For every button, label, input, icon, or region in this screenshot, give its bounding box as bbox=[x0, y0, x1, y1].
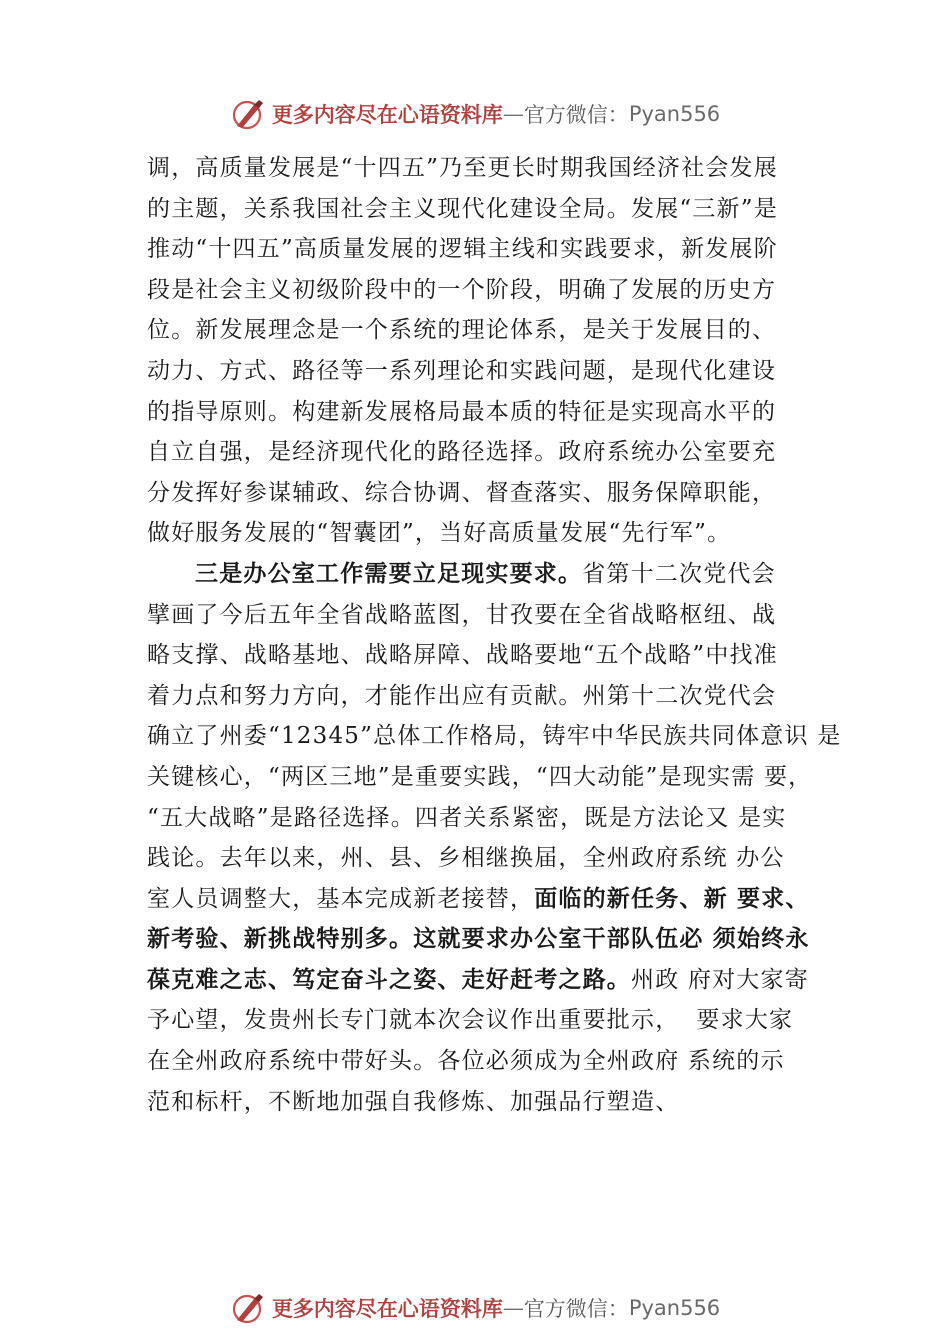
footer-banner bbox=[0, 1288, 950, 1328]
text-line bbox=[147, 1041, 847, 1082]
header-banner bbox=[0, 94, 950, 134]
text-segment: 在全州政府系统中带好头。各位必须成为全州政府 系统的示 bbox=[147, 1048, 785, 1075]
banner-lead-text: 更多内容尽在心语资料库 bbox=[271, 102, 503, 127]
text-line bbox=[147, 270, 847, 311]
text-segment: 室人员调整大，基本完成新老接替， bbox=[147, 885, 535, 912]
text-segment: 推动“十四五”高质量发展的逻辑主线和实践要求，新发展阶 bbox=[147, 236, 778, 263]
banner-wechat-label: 官方微信： bbox=[523, 1297, 629, 1321]
bold-text-segment: 葆克难之志、笃定奋斗之姿、走好赶考之路。 bbox=[147, 965, 631, 993]
text-segment: 关键核心，“两区三地”是重要实践，“四大动能”是现实需 要， bbox=[147, 763, 813, 790]
text-line bbox=[147, 392, 847, 433]
text-line bbox=[147, 595, 847, 636]
text-segment: 的指导原则。构建新发展格局最本质的特征是实现高水平的 bbox=[147, 398, 777, 425]
pen-logo-icon bbox=[230, 1290, 266, 1326]
text-segment: 省第十二次党代会 bbox=[582, 560, 776, 587]
banner-dash: — bbox=[502, 1296, 524, 1320]
bold-text-segment: 三是办公室工作需要立足现实要求。 bbox=[195, 559, 583, 587]
text-line bbox=[147, 554, 847, 595]
banner-dash: — bbox=[502, 102, 524, 126]
text-line bbox=[147, 473, 847, 514]
text-line bbox=[147, 148, 847, 189]
text-line bbox=[147, 716, 847, 757]
text-segment: 调，高质量发展是“十四五”乃至更长时期我国经济社会发展 bbox=[147, 155, 778, 181]
bold-text-segment: 面临的新任务、新 要求、 bbox=[534, 884, 810, 912]
text-segment: “五大战略”是路径选择。四者关系紧密，既是方法论又 是实 bbox=[147, 804, 787, 831]
bold-text-segment: 新考验、新挑战特别多。这就要求办公室干部队伍必 须始终永 bbox=[147, 925, 810, 953]
banner-wechat-id: Pyan556 bbox=[628, 1296, 721, 1320]
text-segment: 分发挥好参谋辅政、综合协调、督查落实、服务保障职能， bbox=[147, 479, 777, 506]
pen-logo-icon bbox=[230, 96, 266, 132]
text-line bbox=[147, 919, 847, 960]
text-line bbox=[147, 513, 847, 554]
text-segment: 做好服务发展的“智囊团”，当好高质量发展“先行军”。 bbox=[147, 520, 732, 547]
text-line bbox=[147, 879, 847, 920]
text-line bbox=[147, 189, 847, 230]
text-line bbox=[147, 798, 847, 839]
banner-wechat-label: 官方微信： bbox=[523, 103, 629, 127]
text-line bbox=[147, 635, 847, 676]
text-segment: 予心望，发贵州长专门就本次会议作出重要批示， 要求大家 bbox=[147, 1007, 794, 1034]
text-line bbox=[147, 838, 847, 879]
text-line bbox=[147, 351, 847, 392]
text-segment: 的主题，关系我国社会主义现代化建设全局。发展“三新”是 bbox=[147, 195, 778, 222]
banner-wechat-id: Pyan556 bbox=[628, 102, 721, 126]
text-segment: 略支撑、战略基地、战略屏障、战略要地“五个战略”中找准 bbox=[147, 642, 778, 669]
text-line bbox=[147, 960, 847, 1001]
text-segment: 范和标杆，不断地加强自我修炼、加强品行塑造、 bbox=[147, 1088, 680, 1115]
text-segment: 自立自强，是经济现代化的路径选择。政府系统办公室要充 bbox=[147, 439, 777, 466]
text-line bbox=[147, 310, 847, 351]
text-segment: 州政 府对大家寄 bbox=[631, 966, 809, 993]
text-line bbox=[147, 676, 847, 717]
text-line bbox=[147, 432, 847, 473]
text-segment: 动力、方式、路径等一系列理论和实践问题，是现代化建设 bbox=[147, 357, 777, 384]
text-line bbox=[147, 229, 847, 270]
text-segment: 段是社会主义初级阶段中的一个阶段，明确了发展的历史方 bbox=[147, 276, 777, 303]
text-line bbox=[147, 757, 847, 798]
banner-lead-text: 更多内容尽在心语资料库 bbox=[271, 1296, 503, 1321]
text-segment: 着力点和努力方向，才能作出应有贡献。州第十二次党代会 bbox=[147, 682, 777, 709]
text-line bbox=[147, 1000, 847, 1041]
text-segment: 确立了州委“12345”总体工作格局，铸牢中华民族共同体意识 是 bbox=[147, 723, 842, 750]
text-line bbox=[147, 1082, 847, 1123]
text-segment: 位。新发展理念是一个系统的理论体系，是关于发展目的、 bbox=[147, 317, 777, 344]
text-segment: 践论。去年以来，州、县、乡相继换届，全州政府系统 办公 bbox=[147, 845, 785, 872]
text-segment: 擘画了今后五年全省战略蓝图，甘孜要在全省战略枢纽、战 bbox=[147, 601, 777, 628]
document-body bbox=[147, 148, 847, 1122]
